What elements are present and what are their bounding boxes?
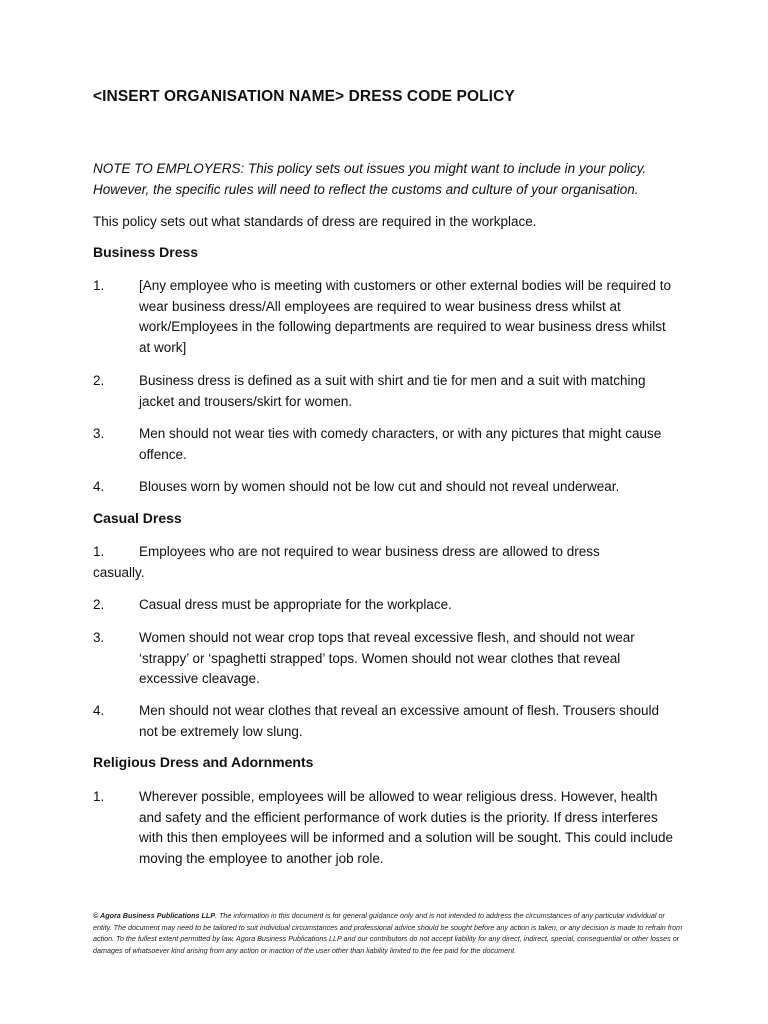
item-text: Business dress is defined as a suit with shirt and tie for men and a suit with matching jacket and trousers/skirt for women.: [139, 373, 646, 409]
item-number: 2.: [93, 373, 105, 388]
footer-copyright: © Agora Business Publications LLP: [93, 911, 216, 920]
item-number: 4.: [93, 703, 105, 718]
item-number: 2.: [93, 597, 105, 612]
item-text: Women should not wear crop tops that reveal excessive flesh, and should not wear ‘strappy’ or ‘spaghetti strapped’ tops. Women should not wear clothes that reveal excessive cleavage.: [139, 630, 635, 686]
footer-disclaimer-text: . The information in this document is for general guidance only and is not intended to address the circumstances of any particular individual or entity. The document may need to be tailored to suit individual circumstances and professional advice should be sought before any action is taken, or any decision is made to refrain from action. To the fullest extent permitted by law, Agora Business Publications LLP and our contributors do not accept liability for any direct, indirect, special, consequential or other losses or damages of whatsoever kind arising from any action or inaction of the user other than liability limited to the fee paid for the document.: [93, 911, 683, 955]
religious-item-1: [93, 787, 678, 869]
document-title: <INSERT ORGANISATION NAME> DRESS CODE POLICY: [93, 88, 515, 105]
item-text: Wherever possible, employees will be allowed to wear religious dress. However, health and safety and the efficient performance of work duties is the priority. If dress interferes with this then employees will be informed and a solution will be sought. This could include moving the employee to another job role.: [139, 789, 674, 866]
heading-casual-dress: Casual Dress: [93, 510, 182, 526]
item-text: Employees who are not required to wear business dress are allowed to dress casually.: [93, 544, 600, 580]
casual-item-3: [93, 628, 678, 690]
heading-religious-dress: Religious Dress and Adornments: [93, 754, 314, 770]
business-item-1: [93, 276, 678, 358]
employer-note-line-1: NOTE TO EMPLOYERS: This policy sets out issues you might want to include in your policy.: [93, 161, 647, 176]
business-item-2: [93, 371, 678, 412]
item-number: 1.: [93, 278, 105, 293]
intro-paragraph: This policy sets out what standards of dress are required in the workplace.: [93, 214, 537, 229]
heading-business-dress: Business Dress: [93, 244, 199, 260]
casual-item-4: [93, 701, 678, 742]
item-number: 1.: [93, 544, 105, 559]
item-text: Casual dress must be appropriate for the workplace.: [139, 597, 452, 612]
item-number: 4.: [93, 479, 105, 494]
business-item-4: [93, 477, 678, 498]
casual-item-2: [93, 595, 678, 616]
employer-note: [93, 158, 693, 200]
footer-disclaimer: [93, 910, 683, 956]
item-number: 1.: [93, 789, 105, 804]
item-number: 3.: [93, 426, 105, 441]
item-text: Blouses worn by women should not be low cut and should not reveal underwear.: [139, 479, 620, 494]
business-item-3: [93, 424, 678, 465]
item-text: [Any employee who is meeting with customers or other external bodies will be required to wear business dress/All employees are required to wear business dress whilst at work/Employees in the following departments are required to wear business dress whilst at work]: [139, 278, 672, 355]
employer-note-line-2: However, the specific rules will need to reflect the customs and culture of your organisation.: [93, 182, 639, 197]
item-text: Men should not wear ties with comedy characters, or with any pictures that might cause offence.: [139, 426, 662, 462]
item-number: 3.: [93, 630, 105, 645]
item-text: Men should not wear clothes that reveal an excessive amount of flesh. Trousers should not be extremely low slung.: [139, 703, 660, 739]
casual-item-1: [93, 542, 633, 583]
